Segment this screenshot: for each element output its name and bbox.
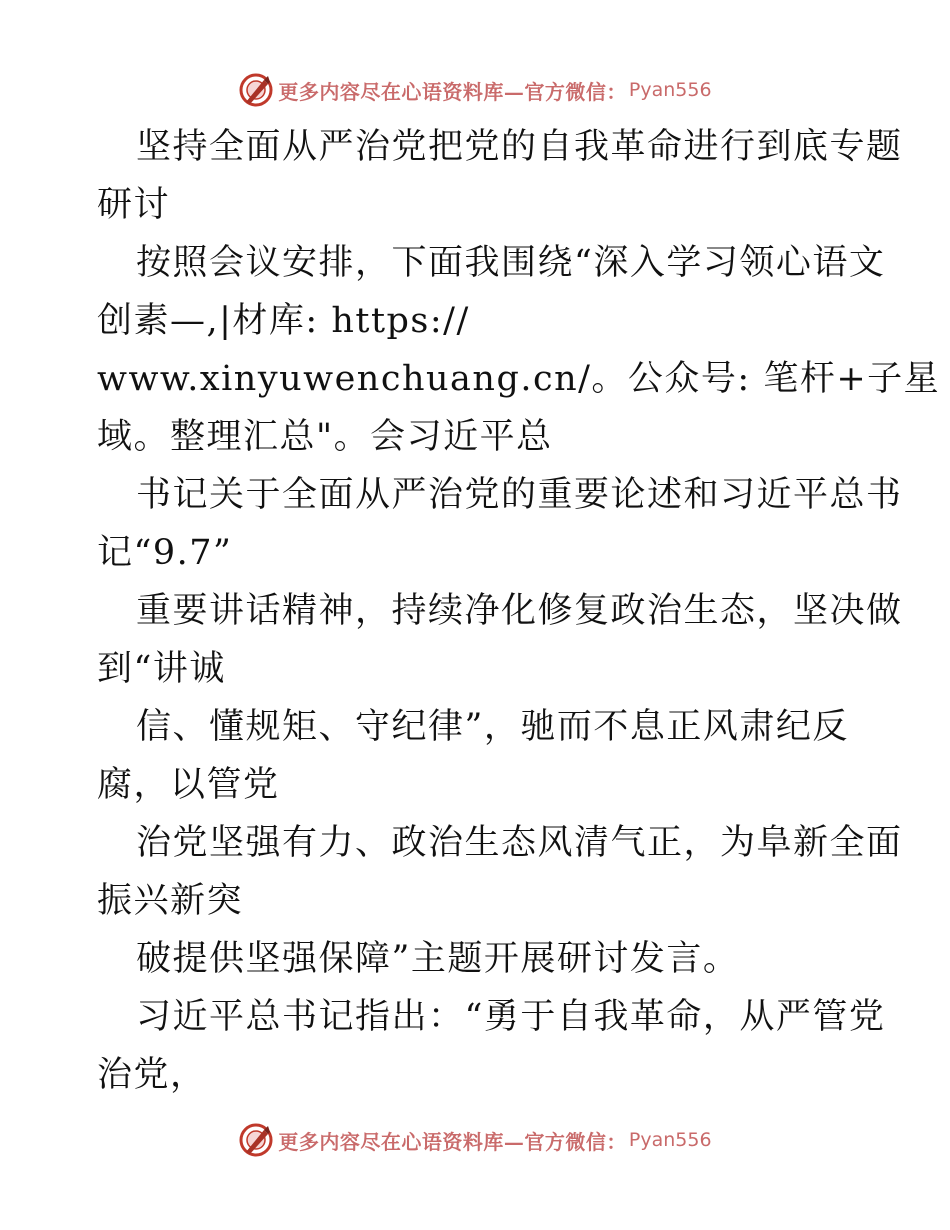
text-line: 破提供坚强保障”主题开展研讨发言。	[136, 939, 740, 979]
text-line: 重要讲话精神，持续净化修复政治生态，坚决做	[136, 591, 903, 631]
text-line: 域。整理汇总"。会习近平总	[97, 417, 553, 457]
banner-text: 更多内容尽在心语资料库—官方微信：	[278, 1129, 627, 1154]
pen-logo-icon	[238, 1122, 274, 1158]
text-line: 治党坚强有力、政治生态风清气正，为阜新全面	[136, 823, 903, 863]
text-line: 坚持全面从严治党把党的自我革命进行到底专题	[136, 127, 903, 167]
text-line: 振兴新突	[97, 881, 244, 921]
text-line: 书记关于全面从严治党的重要论述和习近平总书	[136, 475, 903, 515]
banner-wechat-id: Pyan556	[628, 1129, 712, 1151]
text-line: 信、懂规矩、守纪律”，驰而不息正风肃纪反	[136, 707, 849, 747]
banner-wechat-id: Pyan556	[628, 79, 712, 101]
banner-text: 更多内容尽在心语资料库—官方微信：	[278, 79, 627, 104]
text-line: www.xinyuwenchuang.cn/。公众号: 笔杆+子星	[97, 359, 941, 399]
text-line: 按照会议安排，下面我围绕“深入学习领心语文	[136, 243, 886, 283]
text-line: 研讨	[97, 185, 171, 225]
text-line: 创素—,|材库: https://	[97, 301, 470, 341]
text-line: 治党，	[97, 1055, 207, 1095]
text-line: 腐，以管党	[97, 765, 280, 805]
text-line: 习近平总书记指出：“勇于自我革命，从严管党	[136, 997, 886, 1037]
text-line: 记“9.7”	[97, 533, 233, 573]
text-line: 到“讲诚	[97, 649, 226, 689]
footer-watermark-banner	[0, 1120, 950, 1160]
